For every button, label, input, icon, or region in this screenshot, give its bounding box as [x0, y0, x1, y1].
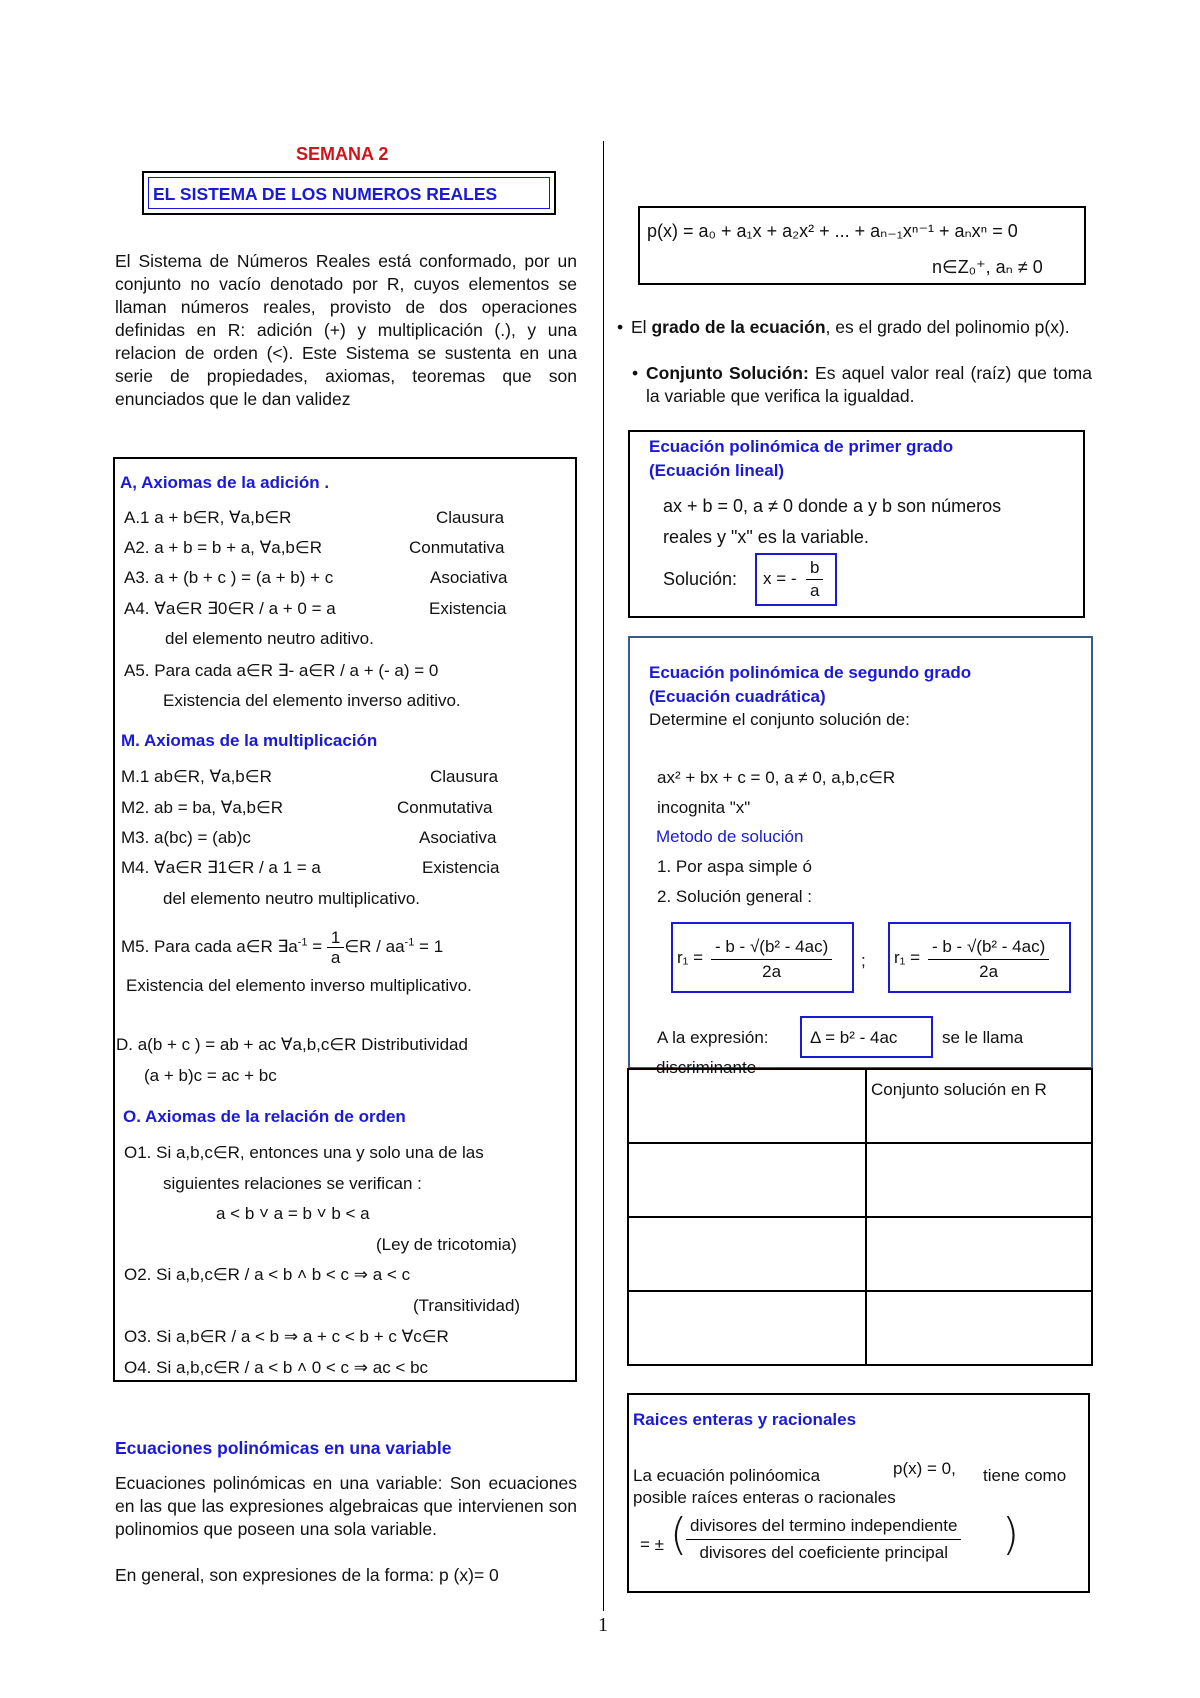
- polynomial-line-1: p(x) = a₀ + a₁x + a₂x² + ... + aₙ₋₁xⁿ⁻¹ + aₙxⁿ = 0: [647, 221, 1018, 241]
- axiom-m5-fraction: [327, 928, 344, 967]
- axiom-m4-name: Existencia: [422, 858, 500, 877]
- roots-text-2: tiene como: [983, 1466, 1067, 1485]
- axiom-o2-law: (Transitividad): [413, 1296, 521, 1315]
- title-box: [142, 171, 556, 215]
- axiom-o1-cont: siguientes relaciones se verifican :: [163, 1174, 422, 1193]
- distributive-1: D. a(b + c ) = ab + ac ∀a,b,c∈R Distributividad: [116, 1035, 468, 1054]
- table-cell: [628, 1217, 866, 1291]
- axiom-o1-relations: a < b ˅ a = b ˅ b < a: [216, 1204, 370, 1223]
- table-cell: [628, 1291, 866, 1365]
- quadratic-prompt: Determine el conjunto solución de:: [649, 710, 910, 729]
- column-divider: [603, 141, 604, 1611]
- formula-1-num: - b - √(b² - 4ac): [711, 935, 832, 960]
- method-2: 2. Solución general :: [657, 887, 812, 906]
- def-conjunto: • Conjunto Solución: Es aquel valor real (raíz) que toma la variable que verifica la igualdad.: [632, 363, 1092, 406]
- axiom-o1: O1. Si a,b,c∈R, entonces una y solo una de las: [124, 1143, 484, 1162]
- linear-solution-den: a: [810, 581, 820, 600]
- axiom-m3-name: Asociativa: [419, 828, 497, 847]
- axiom-m5-den: a: [330, 948, 341, 968]
- axiom-o1-law: (Ley de tricotomia): [376, 1235, 517, 1254]
- linear-solution-fraction: [806, 557, 823, 602]
- axiom-m5-part-a: M5. Para cada a∈R ∃a: [121, 937, 298, 956]
- axiom-m5: [121, 922, 443, 972]
- method-1: 1. Por aspa simple ó: [657, 857, 812, 876]
- polynomial-line-2: n∈Z₀⁺, aₙ ≠ 0: [932, 257, 1043, 277]
- def-conjunto-text: Es aquel valor real (raíz) que toma la variable que verifica la igualdad.: [646, 363, 1092, 406]
- intro-paragraph: El Sistema de Números Reales está conformado, por un conjunto no vacío denotado por R, cuyos elementos se llaman números reales, provisto de dos operaciones definidas en R: adición (+) y multiplicación (.), y una relacion de orden (<). Este Sistema se sustenta en una serie de propiedades, axiomas, teoremas que son enunciados que le dan validez: [115, 251, 577, 409]
- linear-solution-pre: x = -: [763, 569, 797, 588]
- roots-title: Raices enteras y racionales: [633, 1410, 857, 1429]
- quadratic-title-1: Ecuación polinómica de segundo grado: [649, 663, 972, 682]
- axiom-a2: A2. a + b = b + a, ∀a,b∈R: [124, 538, 322, 557]
- discriminant-text: se le llama: [942, 1028, 1024, 1047]
- axiom-a4: A4. ∀a∈R ∃0∈R / a + 0 = a: [124, 599, 336, 618]
- page-number: 1: [598, 1614, 608, 1636]
- axiom-m4: M4. ∀a∈R ∃1∈R / a 1 = a: [121, 858, 321, 877]
- quadratic-unknown: incognita "x": [657, 798, 751, 817]
- axiom-m2: M2. ab = ba, ∀a,b∈R: [121, 798, 284, 817]
- axiom-m5-num: 1: [327, 928, 344, 948]
- axiom-o2: O2. Si a,b,c∈R / a < b ˄ b < c ⇒ a < c: [124, 1265, 411, 1284]
- roots-den: divisores del coeficiente principal: [699, 1543, 948, 1562]
- axiom-m3: M3. a(bc) = (ab)c: [121, 828, 251, 847]
- axiom-m5-exp: -1: [297, 936, 308, 949]
- table-cell: [866, 1217, 1092, 1291]
- equations-title: Ecuaciones polinómicas en una variable: [115, 1438, 452, 1458]
- def-conjunto-term: Conjunto Solución:: [646, 363, 809, 383]
- mult-title: M. Axiomas de la multiplicación: [121, 731, 378, 750]
- page-title: EL SISTEMA DE LOS NUMEROS REALES: [148, 177, 550, 209]
- linear-title-2: (Ecuación lineal): [649, 461, 785, 480]
- solution-table: [627, 1068, 1093, 1366]
- axiom-m5-part-b: ∈R / aa: [344, 937, 405, 956]
- def-grado-term: grado de la ecuación: [651, 317, 826, 337]
- axiom-m5-part-c: = 1: [414, 937, 444, 956]
- quadratic-title-2: (Ecuación cuadrática): [649, 687, 826, 706]
- distributive-2: (a + b)c = ac + bc: [144, 1066, 277, 1085]
- linear-solution-label: Solución:: [663, 569, 738, 589]
- equations-text: Ecuaciones polinómicas en una variable: Son ecuaciones en las que las expresiones algebraicas que intervienen son polinomios que poseen una sola variable.: [115, 1473, 577, 1539]
- table-header: Conjunto solución en R: [866, 1069, 1092, 1143]
- def-grado-text: , es el grado del polinomio p(x).: [825, 317, 1070, 337]
- table-cell: [628, 1143, 866, 1217]
- axiom-m5-cont: Existencia del elemento inverso multiplicativo.: [126, 976, 472, 995]
- formula-2-lhs: r₁ =: [894, 948, 921, 967]
- axiom-a5: A5. Para cada a∈R ∃- a∈R / a + (- a) = 0: [124, 661, 439, 680]
- formula-1-fraction: [711, 935, 832, 984]
- axiom-a4-name: Existencia: [429, 599, 507, 618]
- roots-num: divisores del termino independiente: [686, 1513, 961, 1540]
- addition-title: A, Axiomas de la adición .: [120, 473, 330, 492]
- axiom-a5-cont: Existencia del elemento inverso aditivo.: [163, 691, 461, 710]
- formula-2-num: - b - √(b² - 4ac): [928, 935, 1049, 960]
- axiom-a1-name: Clausura: [436, 508, 505, 527]
- week-label: SEMANA 2: [296, 144, 389, 164]
- def-grado-pre: El: [631, 317, 652, 337]
- discriminant-box: [800, 1016, 933, 1058]
- axiom-m1: M.1 ab∈R, ∀a,b∈R: [121, 767, 272, 786]
- method-title: Metodo de solución: [656, 827, 804, 846]
- table-cell: [866, 1291, 1092, 1365]
- axiom-a1: A.1 a + b∈R, ∀a,b∈R: [124, 508, 292, 527]
- axiom-m5-exp-2: -1: [404, 936, 415, 949]
- discriminant-formula: Δ = b² - 4ac: [810, 1028, 898, 1047]
- roots-text-1: La ecuación polinóomica: [633, 1466, 821, 1485]
- axiom-a3-name: Asociativa: [430, 568, 508, 587]
- order-title: O. Axiomas de la relación de orden: [123, 1107, 406, 1126]
- quadratic-equation: ax² + bx + c = 0, a ≠ 0, a,b,c∈R: [657, 768, 896, 787]
- roots-text-3: posible raíces enteras o racionales: [633, 1488, 896, 1507]
- axiom-a3: A3. a + (b + c ) = (a + b) + c: [124, 568, 334, 587]
- formula-1-den: 2a: [762, 962, 782, 981]
- linear-solution-box: [755, 553, 837, 606]
- linear-line-2: reales y "x" es la variable.: [663, 527, 869, 547]
- axiom-m4-cont: del elemento neutro multiplicativo.: [163, 889, 421, 908]
- formula-box-1: [671, 922, 854, 993]
- roots-px: p(x) = 0,: [893, 1459, 956, 1478]
- linear-solution-num: b: [806, 557, 823, 580]
- table-cell: [866, 1143, 1092, 1217]
- formula-2-den: 2a: [979, 962, 999, 981]
- discriminant-label: A la expresión:: [657, 1028, 769, 1047]
- linear-title-1: Ecuación polinómica de primer grado: [649, 437, 954, 456]
- axiom-a4-cont: del elemento neutro aditivo.: [165, 629, 374, 648]
- formula-separator: ;: [861, 951, 866, 970]
- roots-fraction-inner: [686, 1513, 961, 1566]
- discriminant-cont: discriminante: [656, 1058, 757, 1077]
- axiom-m2-name: Conmutativa: [397, 798, 493, 817]
- axiom-m5-eq: =: [307, 937, 327, 956]
- table-header-empty: [628, 1069, 866, 1143]
- axiom-o4: O4. Si a,b,c∈R / a < b ˄ 0 < c ⇒ ac < bc: [124, 1358, 429, 1377]
- axiom-m1-name: Clausura: [430, 767, 499, 786]
- axiom-o3: O3. Si a,b∈R / a < b ⇒ a + c < b + c ∀c∈R: [124, 1327, 449, 1346]
- roots-pm: = ±: [640, 1535, 664, 1554]
- axiom-a2-name: Conmutativa: [409, 538, 505, 557]
- formula-2-fraction: [928, 935, 1049, 984]
- equations-general: En general, son expresiones de la forma: p (x)= 0: [115, 1565, 499, 1585]
- def-grado: • El grado de la ecuación, es el grado del polinomio p(x).: [617, 317, 1070, 337]
- linear-line-1: ax + b = 0, a ≠ 0 donde a y b son números: [663, 496, 1002, 516]
- formula-1-lhs: r₁ =: [677, 948, 704, 967]
- formula-box-2: [888, 922, 1071, 993]
